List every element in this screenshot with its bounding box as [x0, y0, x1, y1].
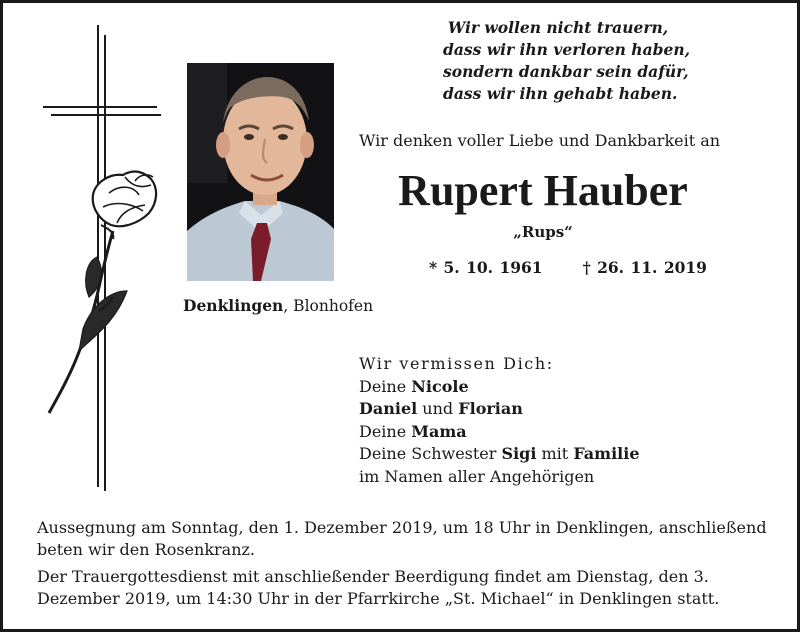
mourner-text: Deine	[359, 376, 412, 396]
mourner-line	[359, 443, 640, 466]
poem-line: dass wir ihn verloren haben,	[443, 40, 690, 59]
poem	[443, 17, 690, 105]
poem-line: Wir wollen nicht trauern,	[447, 18, 669, 37]
poem-line: dass wir ihn gehabt haben.	[443, 84, 678, 103]
life-dates	[429, 258, 707, 277]
hometown	[183, 296, 373, 315]
poem-line: sondern dankbar sein dafür,	[443, 62, 689, 81]
mourners-list	[359, 353, 640, 488]
portrait-photo	[187, 63, 334, 281]
hometown-rest: , Blonhofen	[283, 297, 374, 315]
mourner-name: Florian	[458, 399, 523, 418]
mourner-name: Daniel	[359, 399, 418, 418]
mourner-name: Sigi	[501, 444, 537, 463]
mourner-line	[359, 421, 640, 444]
mourner-text: mit	[536, 444, 574, 463]
blessing-info: Aussegnung am Sonntag, den 1. Dezember 2019, um 18 Uhr in Denklingen, anschließend beten wir den Rosenkranz.	[37, 518, 767, 559]
mourner-name: Familie	[573, 444, 640, 463]
mourner-line	[359, 398, 640, 421]
intro-text: Wir denken voller Liebe und Dankbarkeit an	[359, 131, 721, 150]
deceased-name: Rupert Hauber	[398, 166, 688, 215]
cross-icon	[43, 25, 161, 491]
mourner-line: im Namen aller Angehörigen	[359, 466, 595, 486]
mourner-text: Deine	[359, 421, 412, 441]
mourner-line	[359, 376, 640, 399]
mourner-text: und	[417, 399, 459, 418]
hometown-main: Denklingen	[183, 296, 284, 315]
cross-with-rose-icon	[39, 25, 169, 495]
funeral-info: Der Trauergottesdienst mit anschließender Beerdigung findet am Dienstag, den 3. Dezember 2019, um 14:30 Uhr in der Pfarrkirche „St. Michael“ in Denklingen statt.	[37, 567, 720, 608]
death-date: † 26. 11. 2019	[582, 258, 707, 277]
mourners-heading: Wir vermissen Dich:	[359, 354, 554, 373]
mourner-name: Mama	[411, 421, 467, 441]
deceased-nickname: „Rups“	[513, 223, 573, 241]
rose-icon	[49, 172, 156, 413]
birth-date: * 5. 10. 1961	[429, 258, 543, 277]
mourner-name: Nicole	[411, 376, 469, 396]
mourner-text: Deine Schwester	[359, 444, 502, 463]
